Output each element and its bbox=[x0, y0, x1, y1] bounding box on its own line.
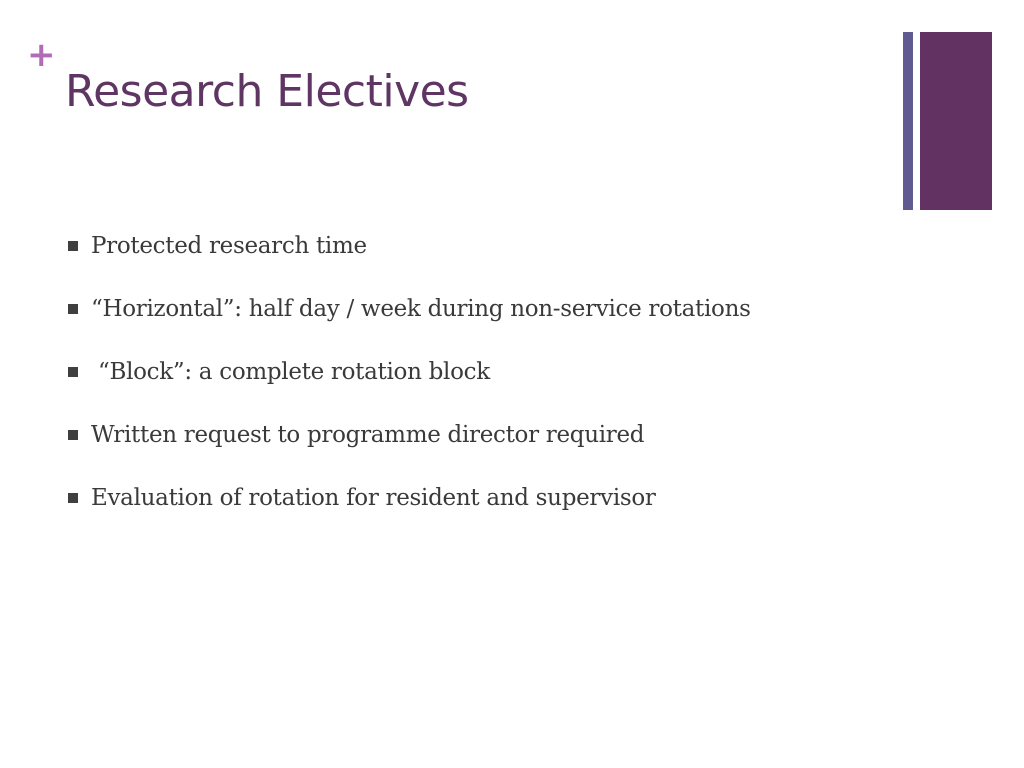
square-bullet-icon bbox=[68, 241, 78, 251]
slide-title: Research Electives bbox=[65, 66, 469, 117]
bullet-text: “Horizontal”: half day / week during non-service rotations bbox=[91, 296, 751, 322]
bullet-item bbox=[68, 289, 751, 329]
square-bullet-icon bbox=[68, 493, 78, 503]
square-bullet-icon bbox=[68, 430, 78, 440]
bullet-item bbox=[68, 415, 751, 455]
square-bullet-icon bbox=[68, 367, 78, 377]
bullet-item bbox=[68, 478, 751, 518]
decorative-thin-bar bbox=[903, 32, 913, 210]
plus-icon: + bbox=[27, 35, 56, 75]
square-bullet-icon bbox=[68, 304, 78, 314]
bullet-text: Evaluation of rotation for resident and supervisor bbox=[91, 485, 656, 511]
bullet-text: Protected research time bbox=[91, 233, 367, 259]
bullet-item bbox=[68, 352, 751, 392]
bullet-item bbox=[68, 226, 751, 266]
bullet-list bbox=[68, 226, 751, 541]
decorative-thick-bar bbox=[920, 32, 992, 210]
bullet-text: Written request to programme director required bbox=[91, 422, 645, 448]
bullet-text: “Block”: a complete rotation block bbox=[91, 359, 490, 385]
